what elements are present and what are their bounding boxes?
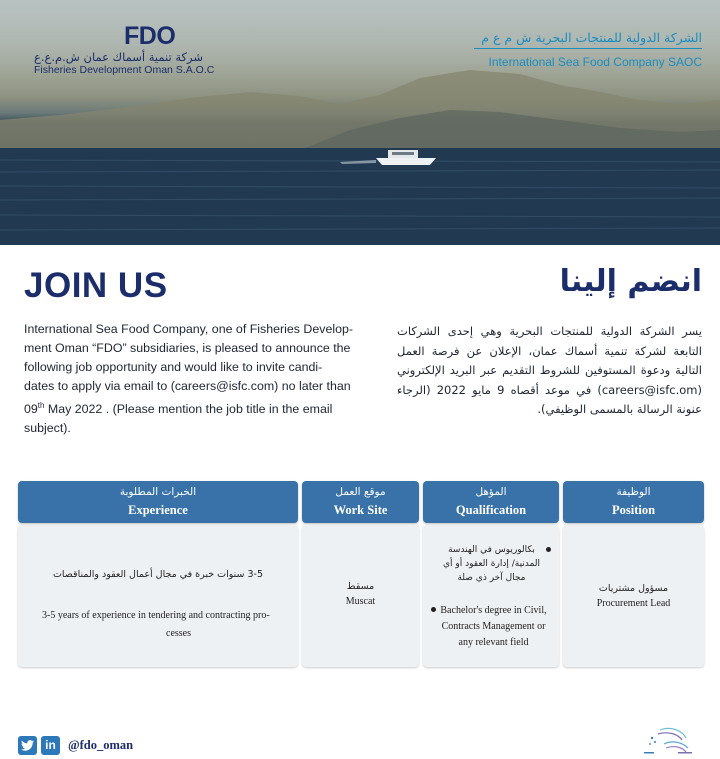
intro-line: dates to apply via email to (careers@isfc.com) no later than <box>24 379 351 393</box>
header-qualification-ar: المؤهل <box>475 486 507 498</box>
header-work-site-en: Work Site <box>333 503 388 517</box>
fdo-english-name: Fisheries Development Oman S.A.O.C <box>34 64 215 76</box>
social-footer <box>18 735 133 755</box>
qualification-en-item <box>431 603 549 651</box>
intro-arabic: يسر الشركة الدولية للمنتجات البحرية وهي إحدى الشركات التابعة لشركة تنمية أسماك عمان، الإعلان عن فرصة العمل التالية ودعوة المستوفين للشروط التقديم عبر البريد الإلكتروني (careers@isfc.om) في موعد أقصاه 9 مايو 2022 (الرجاء عنونة الرسالة بالمسمى الوظيفي). <box>397 324 703 416</box>
linkedin-icon[interactable] <box>41 736 60 755</box>
social-handle[interactable]: @fdo_oman <box>68 737 134 752</box>
cell-experience <box>18 525 298 667</box>
cell-position <box>563 525 704 667</box>
twitter-icon[interactable] <box>18 736 37 755</box>
qualification-en: Bachelor's degree in Civil, Contracts Management or any relevant field <box>440 605 547 648</box>
header-experience-ar: الخبرات المطلوبة <box>119 486 197 498</box>
intro-english <box>24 320 354 438</box>
isfc-english-name: International Sea Food Company SAOC <box>488 55 702 69</box>
vision-2040-logo <box>630 724 700 759</box>
header-qualification-en: Qualification <box>455 503 527 517</box>
intro-line: subject). <box>24 421 71 436</box>
position-en: Procurement Lead <box>596 598 671 609</box>
isfc-divider <box>474 48 702 49</box>
experience-en <box>42 607 270 643</box>
header-work-site <box>302 481 419 523</box>
intro-line-date <box>24 396 354 419</box>
header-position-ar: الوظيفة <box>616 486 651 498</box>
join-us-heading-arabic: انضم إلينا <box>559 264 702 299</box>
fdo-arabic-name: شركة تنمية أسماك عمان ش.م.ع.ع <box>34 50 203 64</box>
linkedin-glyph: in <box>45 738 56 752</box>
cell-work-site <box>302 525 419 667</box>
qualification-ar: بكالوريوس في الهندسة المدنية/ إدارة العقود أو أي مجال آخر ذي صلة <box>443 545 540 583</box>
date-rest: May 2022 . (Please mention the job title in the email <box>44 402 333 417</box>
intro-line: following job opportunity and would like to invite candi- <box>24 360 323 374</box>
header-qualification <box>423 481 559 523</box>
date-day: 09 <box>24 402 38 417</box>
experience-en-line: 3-5 years of experience in tendering and contracting pro- <box>42 610 270 621</box>
job-table <box>18 481 704 667</box>
header-position-en: Position <box>611 503 656 517</box>
qualification-ar-item <box>437 543 551 585</box>
fdo-logo-mark: FDO <box>124 22 176 50</box>
isfc-arabic-name: الشركة الدولية للمنتجات البحرية ش م ع م <box>481 30 702 45</box>
isfc-logo <box>462 30 702 69</box>
header-experience-en: Experience <box>128 503 188 517</box>
site-en: Muscat <box>345 596 376 607</box>
bullet <box>546 547 551 552</box>
header-experience <box>18 481 298 523</box>
header-work-site-ar: موقع العمل <box>335 486 386 498</box>
cell-qualification <box>423 525 559 667</box>
experience-en-line: cesses <box>166 628 191 639</box>
header-position <box>563 481 704 523</box>
bullet <box>431 607 436 612</box>
intro-line: International Sea Food Company, one of Fisheries Develop- <box>24 322 353 336</box>
intro-line: ment Oman “FDO” subsidiaries, is pleased to announce the <box>24 341 351 355</box>
position-ar: مسؤول مشتريات <box>598 583 669 594</box>
site-ar: مسقط <box>346 581 375 592</box>
date-suffix: th <box>37 401 45 410</box>
experience-ar: 3-5 سنوات خبرة في مجال أعمال العقود والمناقصات <box>52 569 264 580</box>
join-us-heading: JOIN US <box>24 266 168 305</box>
hero-sea-photo <box>0 0 720 245</box>
